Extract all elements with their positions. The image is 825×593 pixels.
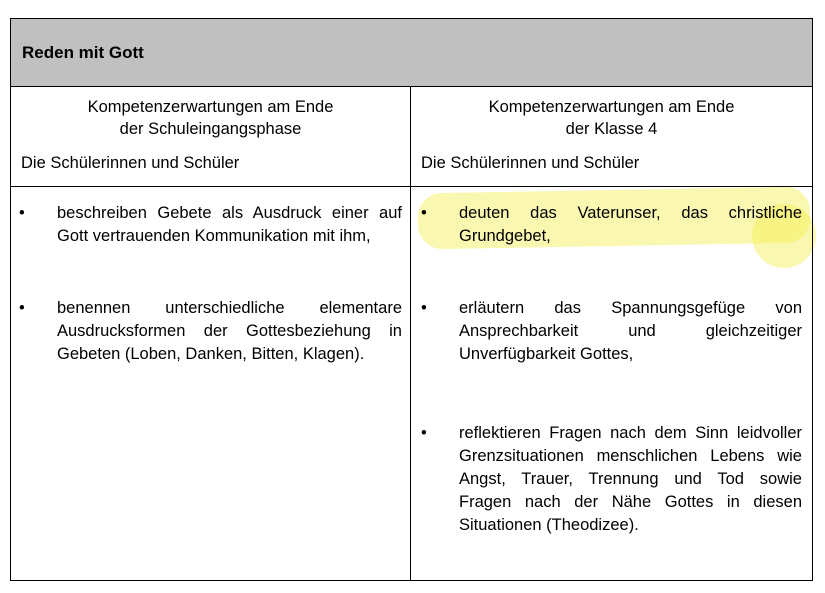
header-divider [11, 186, 812, 187]
bullet-icon: • [19, 204, 25, 222]
right-competence-heading [411, 96, 812, 140]
bullet-icon: • [421, 204, 427, 222]
list-item [421, 202, 802, 248]
left-competence-line1: Kompetenzerwartungen am Ende [87, 98, 334, 116]
right-header-cell [411, 87, 812, 186]
left-competence-line2: der Schuleingangsphase [119, 120, 302, 138]
competence-table [10, 18, 813, 581]
right-competence-line1: Kompetenzerwartungen am Ende [488, 98, 735, 116]
right-competence-line2: der Klasse 4 [565, 120, 658, 138]
left-header-cell [11, 87, 410, 186]
left-subject-line: Die Schülerinnen und Schüler [21, 154, 240, 172]
list-item [421, 297, 802, 366]
list-item-text: benennen unterschiedliche elementare Ausdrucksformen der Gottesbeziehung in Gebeten (Loben, Danken, Bitten, Klagen). [57, 299, 402, 363]
title-row [11, 19, 812, 87]
list-item [19, 297, 402, 366]
list-item-text: erläutern das Spannungsgefüge von Ansprechbarkeit und gleichzeitiger Unverfügbarkeit Gottes, [459, 299, 802, 363]
list-item-text: reflektieren Fragen nach dem Sinn leidvoller Grenzsituationen menschlichen Lebens wie Angst, Trauer, Trennung und Tod sowie Fragen nach der Nähe Gottes in diesen Situationen (Theodizee). [459, 424, 802, 534]
right-subject-line: Die Schülerinnen und Schüler [421, 154, 640, 172]
bullet-icon: • [19, 299, 25, 317]
bullet-icon: • [421, 424, 427, 442]
table-title: Reden mit Gott [22, 43, 144, 62]
bullet-icon: • [421, 299, 427, 317]
list-item-text: deuten das Vaterunser, das christliche Grundgebet, [459, 204, 802, 245]
list-item-text: beschreiben Gebete als Ausdruck einer auf Gott vertrauenden Kommunikation mit ihm, [57, 204, 402, 245]
list-item [421, 422, 802, 537]
list-item [19, 202, 402, 248]
left-competence-heading [11, 96, 410, 140]
